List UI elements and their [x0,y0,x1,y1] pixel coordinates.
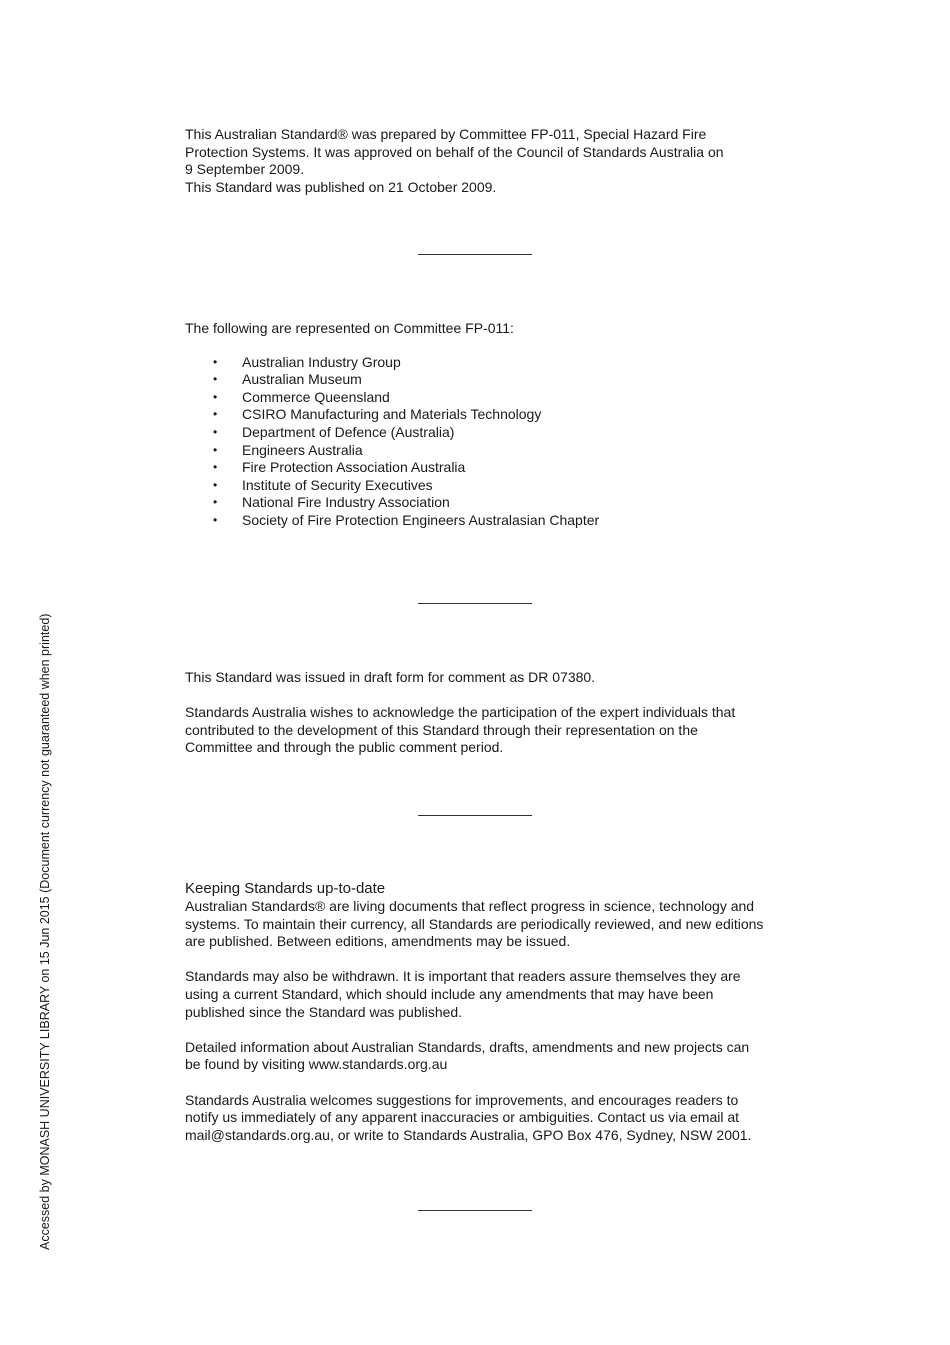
draft-acknowledgement [185,669,775,757]
preparation-line: This Australian Standard® was prepared by Committee FP-011, Special Hazard Fire [185,126,707,142]
living-documents-paragraph: Australian Standards® are living documents that reflect progress in science, technology and systems. To maintain their currency, all Standards are periodically reviewed, and new editions are published. Between editions, amendments may be issued. [185,898,764,950]
website-paragraph: Detailed information about Australian Standards, drafts, amendments and new projects can be found by visiting www.standards.org.au [185,1038,750,1073]
member-name: Engineers Australia [242,441,363,458]
member-name: Australian Museum [242,371,362,388]
bullet-icon: • [213,354,218,369]
bullet-icon: • [213,407,218,422]
committee-representation [185,320,775,530]
preparation-line: 9 September 2009. [185,161,305,178]
member-name: Commerce Queensland [242,388,390,405]
bullet-icon: • [213,424,218,439]
bullet-icon: • [213,442,218,457]
member-name: National Fire Industry Association [242,494,450,511]
withdrawn-paragraph: Standards may also be withdrawn. It is important that readers assure themselves they are using a current Standard, which should include any amendments that may have been published since the Standard was published. [185,968,741,1020]
member-name: Institute of Security Executives [242,476,433,493]
bullet-icon: • [213,495,218,510]
list-item [185,389,775,407]
preparation-line: Protection Systems. It was approved on behalf of the Council of Standards Australia on [185,143,724,160]
member-name: CSIRO Manufacturing and Materials Technology [242,406,542,423]
member-name: Society of Fire Protection Engineers Australasian Chapter [242,511,600,528]
section-divider [418,1210,532,1211]
bullet-icon: • [213,372,218,387]
list-item [185,459,775,477]
section-heading: Keeping Standards up-to-date [185,880,386,897]
bullet-icon: • [213,477,218,492]
list-item [185,494,775,512]
representation-intro: The following are represented on Committee FP-011: [185,320,514,336]
list-item [185,442,775,460]
bullet-icon: • [213,389,218,404]
list-item [185,406,775,424]
acknowledgement-paragraph: Standards Australia wishes to acknowledge the participation of the expert individuals that contributed to the development of this Standard through their representation on the Committee and through the public comment period. [185,704,736,756]
section-divider [418,603,532,604]
member-name: Department of Defence (Australia) [242,423,455,440]
preparation-statement [185,126,775,196]
member-name: Fire Protection Association Australia [242,459,466,476]
member-list [185,354,775,530]
member-name: Australian Industry Group [242,353,401,370]
draft-issued-text: This Standard was issued in draft form for comment as DR 07380. [185,669,596,685]
list-item [185,477,775,495]
list-item [185,354,775,372]
contact-paragraph: Standards Australia welcomes suggestions for improvements, and encourages readers to notify us immediately of any apparent inaccuracies or ambiguities. Contact us via email at mail@standards.org.au, or write to Standards Australia, GPO Box 476, Sydney, NSW 2001. [185,1091,752,1143]
list-item [185,424,775,442]
publication-line: This Standard was published on 21 October 2009. [185,178,497,195]
list-item [185,371,775,389]
list-item [185,512,775,530]
access-watermark: Accessed by MONASH UNIVERSITY LIBRARY on 15 Jun 2015 (Document currency not guaranteed when printed) [38,613,52,1250]
section-divider [418,254,532,255]
section-divider [418,815,532,816]
bullet-icon: • [213,460,218,475]
keeping-up-to-date [185,880,775,1144]
bullet-icon: • [213,512,218,527]
